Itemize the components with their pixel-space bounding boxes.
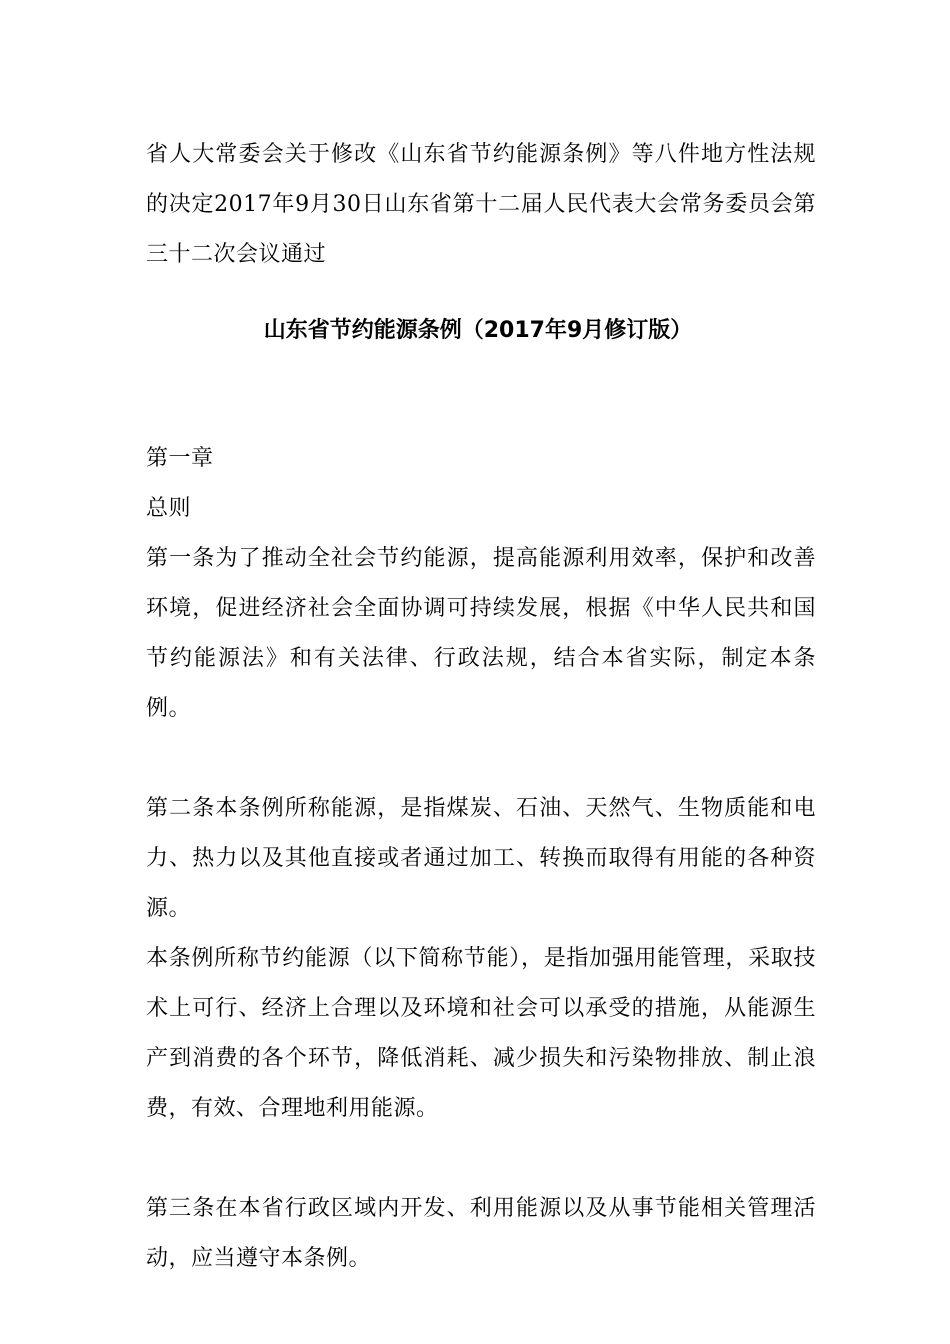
document-page xyxy=(146,130,816,1284)
spacer xyxy=(146,734,816,784)
article-2-paragraph-2: 本条例所称节约能源（以下简称节能），是指加强用能管理，采取技术上可行、经济上合理以及环境和社会可以承受的措施，从能源生产到消费的各个环节，降低消耗、减少损失和污染物排放、制止浪费，有效、合理地利用能源。 xyxy=(146,946,816,1121)
article-2-paragraph-1: 第二条本条例所称能源，是指煤炭、石油、天然气、生物质能和电力、热力以及其他直接或者通过加工、转换而取得有用能的各种资源。 xyxy=(146,796,816,921)
spacer xyxy=(146,356,816,434)
article-1: 第一条为了推动全社会节约能源，提高能源利用效率，保护和改善环境，促进经济社会全面协调可持续发展，根据《中华人民共和国节约能源法》和有关法律、行政法规，结合本省实际，制定本条例。 xyxy=(146,546,816,721)
chapter-number: 第一章 xyxy=(146,446,214,471)
intro-paragraph: 省人大常委会关于修改《山东省节约能源条例》等八件地方性法规的决定2017年9月30日山东省第十二届人民代表大会常务委员会第三十二次会议通过 xyxy=(146,142,816,267)
spacer xyxy=(146,1134,816,1184)
article-3: 第三条在本省行政区域内开发、利用能源以及从事节能相关管理活动，应当遵守本条例。 xyxy=(146,1196,816,1271)
chapter-name: 总则 xyxy=(146,496,192,521)
document-title: 山东省节约能源条例（2017年9月修订版） xyxy=(263,318,693,343)
